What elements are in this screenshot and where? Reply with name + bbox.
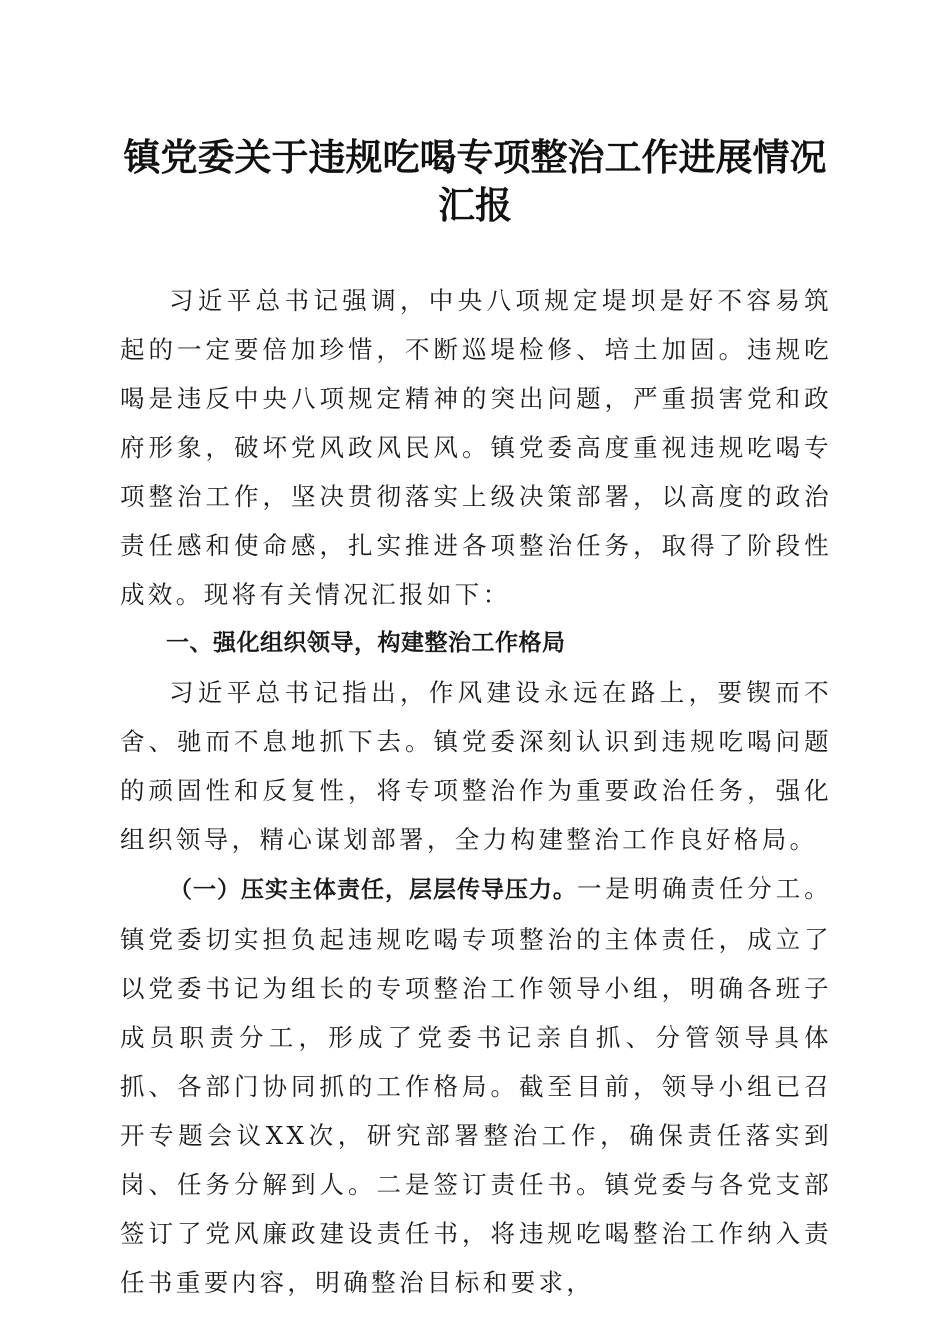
intro-paragraph: 习近平总书记强调，中央八项规定堤坝是好不容易筑起的一定要倍加珍惜，不断巡堤检修、培土加固。违规吃喝是违反中央八项规定精神的突出问题，严重损害党和政府形象，破坏党风政风民风。镇党委高度重视违规吃喝专项整治工作，坚决贯彻落实上级决策部署，以高度的政治责任感和使命感，扎实推进各项整治任务，取得了阶段性成效。现将有关情况汇报如下： — [120, 286, 832, 609]
document-title: 镇党委关于违规吃喝专项整治工作进展情况汇报 — [123, 135, 827, 227]
document-body — [120, 276, 832, 1307]
section-1-paragraph: 习近平总书记指出，作风建设永远在路上，要锲而不舍、驰而不息地抓下去。镇党委深刻认识到违规吃喝问题的顽固性和反复性，将专项整治作为重要政治任务，强化组织领导，精心谋划部署，全力构建整治工作良好格局。 — [120, 678, 832, 854]
subsection-1-text: 一是明确责任分工。镇党委切实担负起违规吃喝专项整治的主体责任，成立了以党委书记为组长的专项整治工作领导小组，明确各班子成员职责分工，形成了党委书记亲自抓、分管领导具体抓、各部门协同抓的工作格局。截至目前，领导小组已召开专题会议XX次，研究部署整治工作，确保责任落实到岗、任务分解到人。二是签订责任书。镇党委与各党支部签订了党风廉政建设责任书，将违规吃喝整治工作纳入责任书重要内容，明确整治目标和要求， — [120, 874, 833, 1297]
section-1-heading: 一、强化组织领导，构建整治工作格局 — [166, 630, 566, 656]
subsection-1-paragraph — [120, 864, 832, 1307]
subsection-1-heading: （一）压实主体责任，层层传导压力。 — [169, 877, 577, 903]
